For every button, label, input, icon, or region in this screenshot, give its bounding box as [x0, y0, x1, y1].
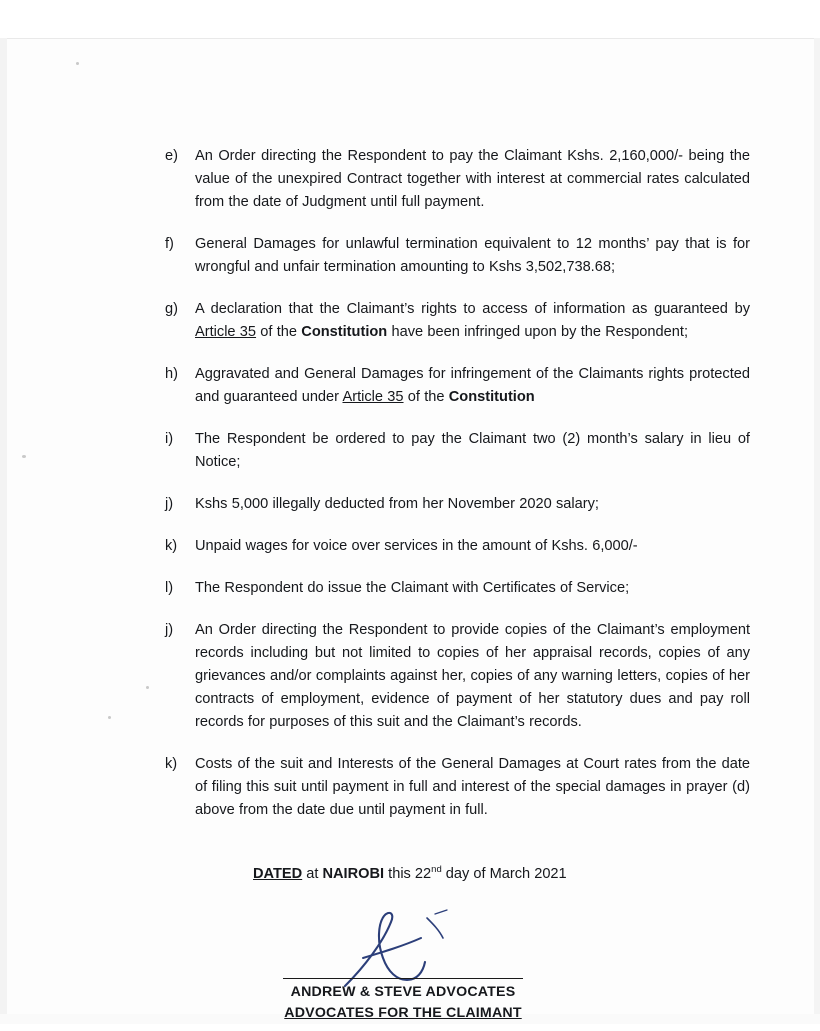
list-item-text: [195, 363, 750, 409]
list-item-text: The Respondent do issue the Claimant with Certificates of Service;: [195, 580, 630, 596]
list-item: [165, 428, 750, 474]
list-item-text: Costs of the suit and Interests of the General Damages at Court rates from the date of filing this suit until payment in full and interest of the special damages in prayer (d) above from the date due until payment in full.: [195, 756, 750, 818]
text-run: have been infringed upon by the Respondent;: [387, 324, 689, 340]
handwritten-signature-icon: [335, 908, 485, 993]
dated-place: NAIROBI: [322, 865, 385, 882]
list-item: [165, 753, 750, 822]
list-item: [165, 577, 750, 600]
list-item-label: k): [165, 538, 178, 554]
scan-speck: [22, 455, 26, 458]
list-item-label: l): [165, 580, 174, 596]
scan-speck: [146, 686, 149, 689]
dated-line: [253, 858, 750, 886]
firm-name: ANDREW & STEVE ADVOCATES: [290, 983, 516, 1000]
text-run: of the: [256, 324, 302, 340]
text-run-constitution: Constitution: [301, 324, 388, 340]
scan-edge-left: [0, 38, 7, 1024]
list-item: [165, 619, 750, 734]
text-run: Aggravated and General Damages for infringement of the Claimants rights protected and guaranteed under: [195, 366, 750, 405]
list-item-label: f): [165, 236, 174, 252]
signature-block: [283, 916, 533, 1031]
list-item: [165, 535, 750, 558]
firm-role: ADVOCATES FOR THE CLAIMANT: [284, 1004, 522, 1021]
list-item: [165, 233, 750, 279]
list-item-label: g): [165, 301, 178, 317]
list-item-label: i): [165, 431, 174, 447]
list-item-text: Kshs 5,000 illegally deducted from her November 2020 salary;: [195, 496, 599, 512]
list-item-text: An Order directing the Respondent to provide copies of the Claimant’s employment records including but not limited to copies of her appraisal records, copies of any grievances and/or complaints against her, copies of any warning letters, copies of her contracts of employment, evidence of payment of her statutory dues and pay roll records for purposes of this suit and the Claimant’s records.: [195, 622, 750, 730]
list-item-label: h): [165, 366, 178, 382]
scan-speck: [108, 716, 111, 719]
list-item: [165, 363, 750, 409]
list-item: [165, 493, 750, 516]
list-item-text: An Order directing the Respondent to pay the Claimant Kshs. 2,160,000/- being the value of the unexpired Contract together with interest at commercial rates calculated from the date of Judgment until full payment.: [195, 148, 750, 210]
prayers-list: [165, 145, 750, 1031]
scan-top-band: [0, 0, 820, 39]
list-item: [165, 298, 750, 344]
list-item-label: j): [165, 622, 174, 638]
list-item-text: The Respondent be ordered to pay the Claimant two (2) month’s salary in lieu of Notice;: [195, 431, 750, 470]
dated-this: this: [384, 865, 415, 882]
list-item: [165, 145, 750, 214]
list-item-text: [195, 298, 750, 344]
scan-edge-right: [814, 38, 820, 1024]
dated-at: at: [302, 865, 323, 882]
list-item-text: General Damages for unlawful termination equivalent to 12 months’ pay that is for wrongful and unfair termination amounting to Kshs 3,502,738.68;: [195, 236, 750, 275]
scan-speck: [76, 62, 79, 65]
text-run: of the: [403, 389, 449, 405]
dated-day-number: 22: [414, 865, 432, 882]
list-item-label: e): [165, 148, 178, 164]
text-run-article-35: Article 35: [342, 389, 404, 405]
text-run-article-35: Article 35: [195, 324, 257, 340]
text-run: A declaration that the Claimant’s rights to access of information as guaranteed by: [195, 301, 750, 317]
signature-rule: [283, 978, 523, 979]
dated-rest: day of March 2021: [441, 865, 567, 882]
dated-day-suffix: nd: [431, 864, 442, 875]
list-item-label: k): [165, 756, 178, 772]
text-run-constitution: Constitution: [448, 389, 535, 405]
dated-word: DATED: [253, 865, 303, 882]
list-item-text: Unpaid wages for voice over services in the amount of Kshs. 6,000/-: [195, 538, 638, 554]
list-item-label: j): [165, 496, 174, 512]
